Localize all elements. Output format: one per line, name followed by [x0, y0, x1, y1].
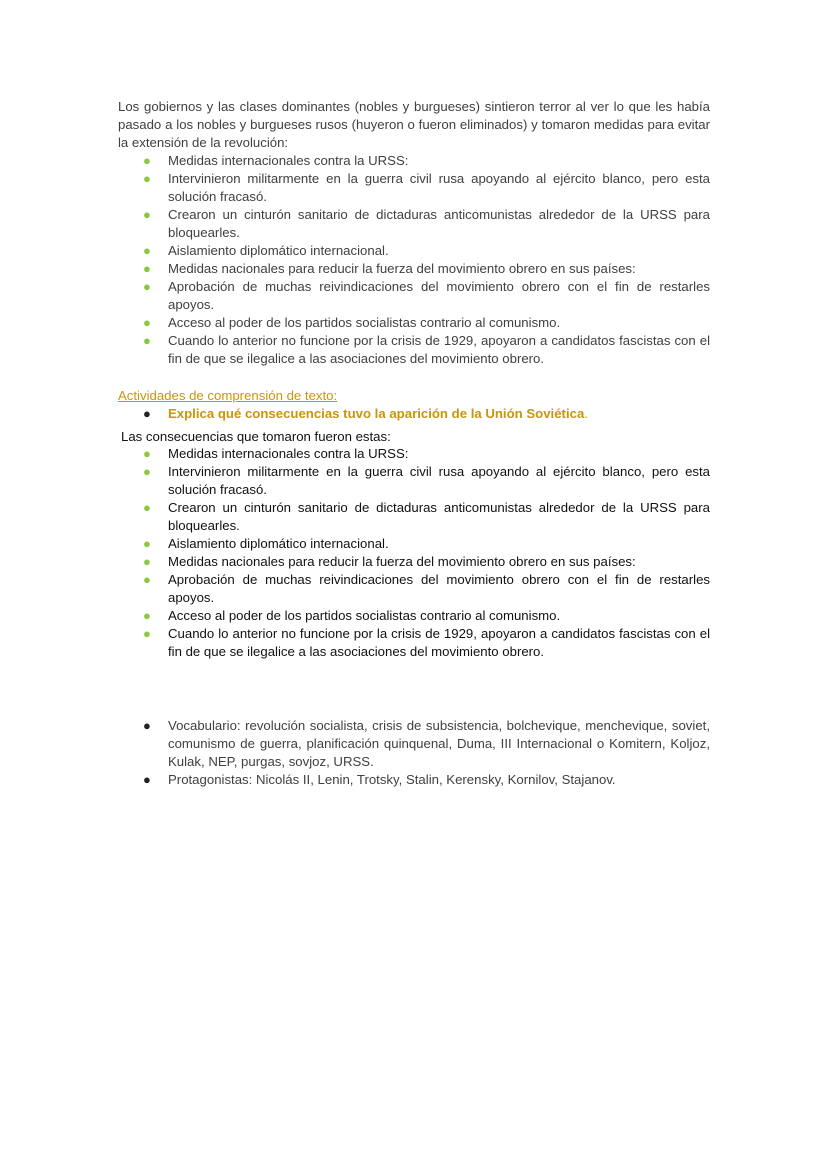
bullet-icon: ●	[143, 554, 151, 569]
bullet-icon: ●	[143, 536, 151, 551]
list-item: ● Vocabulario: revolución socialista, crisis de subsistencia, bolchevique, menchevique, soviet, comunismo de guerra, planificación quinquenal, Duma, III Internacional o Komitern, Koljoz, Kulak, NEP, purgas, sovjoz, URSS.	[143, 718, 710, 769]
bullet-icon: ●	[143, 315, 151, 330]
question	[118, 405, 710, 423]
list-item: ● Intervinieron militarmente en la guerra civil rusa apoyando al ejército blanco, pero esta solución fracasó.	[143, 464, 710, 497]
question-suffix: .	[584, 406, 588, 421]
bullet-icon: ●	[143, 772, 151, 787]
list-item: ● Acceso al poder de los partidos socialistas contrario al comunismo.	[143, 315, 561, 330]
list-item: ● Medidas internacionales contra la URSS:	[143, 153, 409, 168]
list-item: ● Aislamiento diplomático internacional.	[143, 243, 389, 258]
answer-intro	[121, 428, 713, 446]
list-item: ● Aprobación de muchas reivindicaciones del movimiento obrero con el fin de restarles apoyos.	[143, 572, 710, 605]
list-item: ● Medidas nacionales para reducir la fuerza del movimiento obrero en sus países:	[143, 554, 636, 569]
activities-heading	[118, 387, 710, 405]
bullet-icon: ●	[143, 261, 151, 276]
list-item: ● Protagonistas: Nicolás II, Lenin, Trotsky, Stalin, Kerensky, Kornilov, Stajanov.	[143, 772, 616, 787]
bullet-icon: ●	[143, 333, 151, 348]
list-item: ● Acceso al poder de los partidos socialistas contrario al comunismo.	[143, 608, 561, 623]
list-item: ● Aislamiento diplomático internacional.	[143, 536, 389, 551]
bullet-icon: ●	[143, 464, 151, 479]
list-item: ● Medidas nacionales para reducir la fuerza del movimiento obrero en sus países:	[143, 261, 636, 276]
bullet-icon: ●	[143, 572, 151, 587]
bullet-icon: ●	[143, 406, 151, 421]
list-item: ● Medidas internacionales contra la URSS:	[143, 446, 409, 461]
list-item: ● Cuando lo anterior no funcione por la crisis de 1929, apoyaron a candidatos fascistas con el fin de que se ilegalice a las asociaciones del movimiento obrero.	[143, 333, 710, 366]
vocabulary-list	[118, 717, 710, 789]
list-item: ● Crearon un cinturón sanitario de dictaduras anticomunistas alrededor de la URSS para bloquearles.	[143, 207, 710, 240]
bullet-icon: ●	[143, 171, 151, 186]
bullet-icon: ●	[143, 207, 151, 222]
intro-text: Los gobiernos y las clases dominantes (nobles y burgueses) sintieron terror al ver lo que les había pasado a los nobles y burgueses rusos (huyeron o fueron eliminados) y tomaron medidas para evitar la extensión de la revolución:	[118, 99, 710, 150]
intro-paragraph	[118, 98, 710, 152]
list-item: ● Cuando lo anterior no funcione por la crisis de 1929, apoyaron a candidatos fascistas con el fin de que se ilegalice a las asociaciones del movimiento obrero.	[143, 626, 710, 659]
bullet-icon: ●	[143, 626, 151, 641]
activities-heading-text: Actividades de comprensión de texto:	[118, 388, 338, 403]
answer-intro-text: Las consecuencias que tomaron fueron estas:	[121, 429, 391, 444]
list-item: ● Intervinieron militarmente en la guerra civil rusa apoyando al ejército blanco, pero esta solución fracasó.	[143, 171, 710, 204]
bullet-icon: ●	[143, 608, 151, 623]
question-text: Explica qué consecuencias tuvo la aparición de la Unión Soviética	[168, 406, 585, 421]
bullet-icon: ●	[143, 153, 151, 168]
bullet-icon: ●	[143, 279, 151, 294]
list-item: ● Crearon un cinturón sanitario de dictaduras anticomunistas alrededor de la URSS para bloquearles.	[143, 500, 710, 533]
measures-list	[118, 152, 710, 368]
list-item: ● Aprobación de muchas reivindicaciones del movimiento obrero con el fin de restarles apoyos.	[143, 279, 710, 312]
answer-list	[118, 445, 710, 661]
bullet-icon: ●	[143, 446, 151, 461]
bullet-icon: ●	[143, 500, 151, 515]
question-item	[118, 405, 710, 423]
bullet-icon: ●	[143, 243, 151, 258]
bullet-icon: ●	[143, 718, 151, 733]
